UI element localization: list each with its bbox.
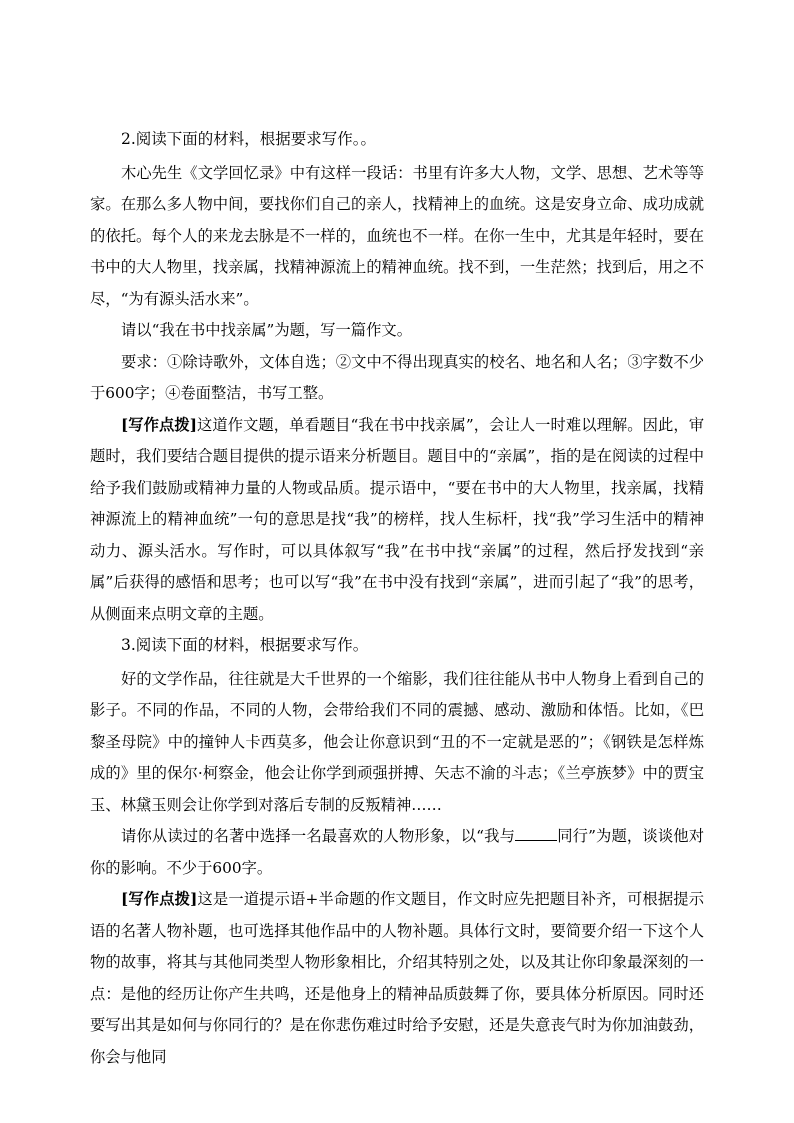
task2-tip-text: 这道作文题，单看题目“我在书中找亲属”，会让人一时难以理解。因此，审题时，我们要结合题目提供的提示语来分析题目。题目中的“亲属”，指的是在阅读的过程中给予我们鼓励或精神力量的人物或品质。提示语中，“要在书中的大人物里，找亲属，找精神源流上的精神血统”一句的意思是找“我”的榜样，找人生标杆，找“我”学习生活中的精神动力、源头活水。写作时，可以具体叙写“我”在书中找“亲属”的过程，然后抒发找到“亲属”后获得的感悟和思考；也可以写“我”在书中没有找到“亲属”，进而引起了“我”的思考，从侧面来点明文章的主题。 xyxy=(90,415,704,623)
task2-tip-label: [写作点拨] xyxy=(121,415,197,434)
task3-prompt-before: 请你从读过的名著中选择一名最喜欢的人物形象，以“我与 xyxy=(121,827,516,845)
task2-heading: 2.阅读下面的材料，根据要求写作。。 xyxy=(121,130,377,148)
task2-writing-tip xyxy=(90,410,704,631)
task3-heading: 3.阅读下面的材料，根据要求写作。 xyxy=(121,636,369,654)
task3-prompt-after: 同行”为题，谈谈他对你的影响。不少于600字。 xyxy=(90,827,704,877)
task3-material: 好的文学作品，往往就是大千世界的一个缩影，我们往往能从书中人物身上看到自己的影子。不同的作品，不同的人物，会带给我们不同的震撼、感动、激励和体悟。比如，《巴黎圣母院》中的撞钟人卡西莫多，他会让你意识到“丑的不一定就是恶的”；《钢铁是怎样炼成的》里的保尔·柯察金，他会让你学到顽强拼搏、矢志不渝的斗志；《兰亭族梦》中的贾宝玉、林黛玉则会让你学到对落后专制的反叛精神…… xyxy=(90,669,704,814)
task3-prompt xyxy=(90,821,704,884)
task2-prompt: 请以“我在书中找亲属”为题，写一篇作文。 xyxy=(121,321,412,339)
title-blank-line xyxy=(515,826,557,841)
document-body xyxy=(90,124,704,1073)
task2-material: 木心先生《文学回忆录》中有这样一段话：书里有许多大人物，文学、思想、艺术等等家。在那么多人物中间，要找你们自己的亲人，找精神上的血统。这是安身立命、成功成就的依托。每个人的来龙去脉是不一样的，血统也不一样。在你一生中，尤其是年轻时，要在书中的大人物里，找亲属，找精神源流上的精神血统。找不到，一生茫然；找到后，用之不尽，“为有源头活水来”。 xyxy=(90,163,704,308)
task3-tip-text: 这是一道提示语+半命题的作文题目，作文时应先把题目补齐，可根据提示语的名著人物补题，也可选择其他作品中的人物补题。具体行文时，要简要介绍一下这个人物的故事，将其与其他同类型人物形象相比，介绍其特别之处，以及其让你印象最深刻的一点：是他的经历让你产生共鸣，还是他身上的精神品质鼓舞了你，要具体分析原因。同时还要写出其是如何与你同行的？是在你悲伤难过时给予安慰，还是失意丧气时为你加油鼓劲，你会与他同 xyxy=(90,890,704,1066)
task2-requirements: 要求：①除诗歌外，文体自选；②文中不得出现真实的校名、地名和人名；③字数不少于600字；④卷面整洁，书写工整。 xyxy=(90,352,704,402)
task3-tip-label: [写作点拨] xyxy=(121,890,198,908)
task3-writing-tip xyxy=(90,884,704,1073)
